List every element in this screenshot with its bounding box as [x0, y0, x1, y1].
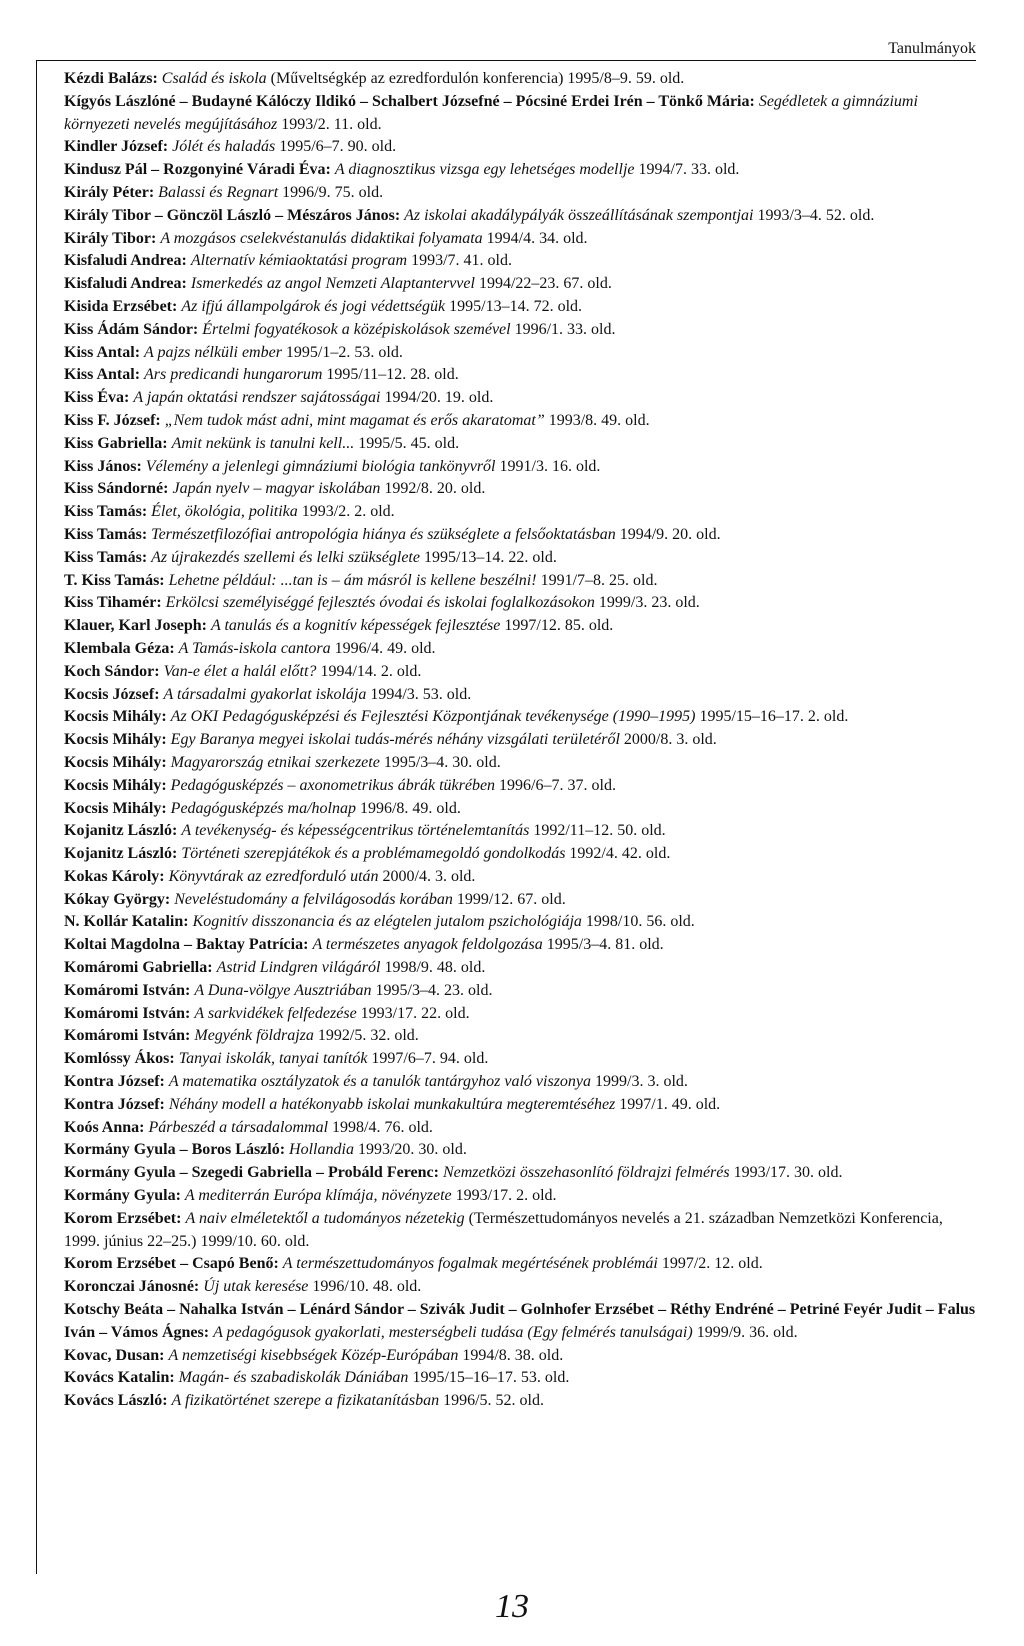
entry-author: Kovac, Dusan:: [64, 1346, 165, 1364]
entry-author: Kiss Tamás:: [64, 525, 148, 543]
entry-citation: 1995/5. 45. old.: [354, 434, 460, 452]
bibliography-entry: [64, 1276, 976, 1299]
entry-citation: 1994/14. 2. old.: [316, 662, 422, 680]
entry-citation: 1997/12. 85. old.: [500, 617, 614, 635]
entry-title: Balassi és Regnart: [158, 183, 279, 201]
entry-author: Kovács László:: [64, 1392, 168, 1410]
entry-title: Tanyai iskolák, tanyai tanítók: [178, 1050, 368, 1068]
entry-author: Kisfaludi Andrea:: [64, 252, 187, 270]
entry-title: Az iskolai akadálypályák összeállításának szempontjai: [404, 206, 754, 224]
entry-title: Könyvtárak az ezredforduló után: [168, 867, 379, 885]
entry-title: Az újrakezdés szellemi és lelki szükséglete: [151, 548, 420, 566]
entry-author: Kiss Tihamér:: [64, 594, 162, 612]
entry-author: Kiss Ádám Sándor:: [64, 320, 199, 338]
entry-author: Kókay György:: [64, 890, 171, 908]
entry-citation: 1996/5. 52. old.: [439, 1392, 544, 1410]
entry-citation: 1998/9. 48. old.: [380, 959, 486, 977]
header-rule: [36, 60, 976, 61]
entry-citation: 1999/12. 67. old.: [452, 890, 566, 908]
entry-title: Segédletek a gimnáziumi környezeti nevelés megújításához: [64, 92, 918, 133]
margin-rule: [36, 60, 37, 1574]
bibliography-entry: [64, 547, 976, 570]
entry-author: Komáromi István:: [64, 981, 191, 999]
entry-title: A mozgásos cselekvéstanulás didaktikai folyamata: [160, 229, 483, 247]
entry-citation: 1996/9. 75. old.: [278, 183, 384, 201]
bibliography-entry: [64, 410, 976, 433]
bibliography-entry: [64, 1367, 976, 1390]
entry-author: Kiss Gabriella:: [64, 434, 168, 452]
bibliography-entry: [64, 1094, 976, 1117]
entry-title: Ars predicandi hungarorum: [144, 366, 323, 384]
entry-title: Párbeszéd a társadalommal: [148, 1118, 329, 1136]
entry-title: Ismerkedés az angol Nemzeti Alaptantervvel: [190, 275, 475, 293]
entry-title: Új utak keresése: [203, 1278, 309, 1296]
entry-title: Jólét és haladás: [172, 138, 276, 156]
entry-citation: 1995/6–7. 90. old.: [275, 138, 397, 156]
bibliography-entry: [64, 456, 976, 479]
entry-citation: 1998/10. 56. old.: [581, 913, 695, 931]
entry-citation: 1995/3–4. 30. old.: [379, 753, 501, 771]
bibliography-entry: [64, 615, 976, 638]
section-header: Tanulmányok: [888, 40, 976, 57]
entry-citation: 1993/17. 2. old.: [451, 1187, 557, 1205]
entry-citation: 1998/4. 76. old.: [328, 1118, 433, 1136]
bibliography-entry: [64, 1003, 976, 1026]
entry-citation: 1999/3. 3. old.: [591, 1073, 688, 1091]
entry-citation: 1992/5. 32. old.: [313, 1027, 419, 1045]
entry-author: Kocsis József:: [64, 685, 160, 703]
entry-title: A nemzetiségi kisebbségek Közép-Európában: [168, 1346, 459, 1364]
bibliography-entry: [64, 1071, 976, 1094]
entry-author: Komáromi Gabriella:: [64, 959, 213, 977]
bibliography-entry: [64, 706, 976, 729]
entry-author: Kocsis Mihály:: [64, 731, 167, 749]
bibliography-entry: [64, 661, 976, 684]
bibliography-entry: [64, 957, 976, 980]
bibliography-entry: [64, 91, 976, 137]
entry-title: A sarkvidékek felfedezése: [194, 1004, 357, 1022]
bibliography-entry: [64, 638, 976, 661]
entry-citation: 1996/1. 33. old.: [510, 320, 616, 338]
bibliography-entry: [64, 1139, 976, 1162]
bibliography-entry: [64, 866, 976, 889]
entry-citation: 1997/2. 12. old.: [657, 1255, 763, 1273]
entry-title: Az OKI Pedagógusképzési és Fejlesztési Központjának tevékenysége (1990–1995): [170, 708, 696, 726]
entry-title: Történeti szerepjátékok és a problémamegoldó gondolkodás: [181, 845, 566, 863]
bibliography-entry: [64, 1048, 976, 1071]
entry-author: Korom Erzsébet – Csapó Benő:: [64, 1255, 279, 1273]
entry-title: Értelmi fogyatékosok a középiskolások szemével: [202, 320, 511, 338]
entry-author: Kiss F. József:: [64, 411, 161, 429]
entry-citation: 1995/13–14. 72. old.: [445, 297, 583, 315]
entry-title: A matematika osztályzatok és a tanulók tantárgyhoz való viszonya: [168, 1073, 592, 1091]
entry-citation: 1993/2. 11. old.: [277, 115, 382, 133]
bibliography-entry: [64, 1345, 976, 1368]
entry-title: A tanulás és a kognitív képességek fejlesztése: [210, 617, 501, 635]
entry-title: Hollandia: [289, 1141, 354, 1159]
entry-title: Pedagógusképzés ma/holnap: [170, 799, 356, 817]
bibliography-entry: [64, 592, 976, 615]
entry-citation: 1991/3. 16. old.: [495, 457, 601, 475]
entry-citation: 1997/6–7. 94. old.: [367, 1050, 489, 1068]
entry-citation: 1991/7–8. 25. old.: [536, 571, 658, 589]
bibliography-entry: [64, 1025, 976, 1048]
entry-author: Korom Erzsébet:: [64, 1209, 182, 1227]
bibliography-entry: [64, 1390, 976, 1413]
entry-title: Alternatív kémiaoktatási program: [190, 252, 408, 270]
entry-author: Kormány Gyula – Szegedi Gabriella – Probáld Ferenc:: [64, 1164, 439, 1182]
entry-title: Lehetne például: ...tan is – ám másról is kellene beszélni!: [168, 571, 537, 589]
entry-author: Kézdi Balázs:: [64, 70, 158, 87]
bibliography-entry: [64, 1208, 976, 1254]
entry-title: Nemzetközi összehasonlító földrajzi felmérés: [442, 1164, 730, 1182]
entry-author: Kokas Károly:: [64, 867, 165, 885]
entry-title: Japán nyelv – magyar iskolában: [172, 480, 381, 498]
entry-title: A diagnosztikus vizsga egy lehetséges modellje: [334, 161, 635, 179]
bibliography-entry: [64, 501, 976, 524]
entry-title: A Duna-völgye Ausztriában: [194, 981, 372, 999]
entry-citation: 1995/13–14. 22. old.: [419, 548, 557, 566]
entry-citation: 1993/3–4. 52. old.: [753, 206, 875, 224]
entry-citation: 1994/7. 33. old.: [634, 161, 740, 179]
page-number: 13: [495, 1588, 529, 1625]
bibliography-entry: [64, 228, 976, 251]
entry-citation: 1993/2. 2. old.: [297, 503, 395, 521]
entry-title: „Nem tudok mást adni, mint magamat és erős akaratomat”: [164, 411, 545, 429]
entry-author: Klembala Géza:: [64, 639, 175, 657]
bibliography-entry: [64, 798, 976, 821]
entry-citation: 1996/6–7. 37. old.: [495, 776, 616, 794]
entry-title: Élet, ökológia, politika: [151, 503, 298, 521]
entry-title: A természetes anyagok feldolgozása: [312, 936, 543, 954]
entry-title: A japán oktatási rendszer sajátosságai: [133, 389, 381, 407]
entry-author: Kocsis Mihály:: [64, 708, 167, 726]
entry-citation: 2000/4. 3. old.: [378, 867, 476, 885]
bibliography-entry: [64, 775, 976, 798]
entry-author: Kindler József:: [64, 138, 169, 156]
bibliography-entry: [64, 68, 976, 91]
entry-author: Kisida Erzsébet:: [64, 297, 178, 315]
entry-citation: 2000/8. 3. old.: [619, 731, 717, 749]
entry-author: Kiss Tamás:: [64, 503, 148, 521]
bibliography-entry: [64, 524, 976, 547]
entry-citation: 1995/15–16–17. 2. old.: [695, 708, 849, 726]
entry-title: Megyénk földrajza: [194, 1027, 314, 1045]
entry-title: A pajzs nélküli ember: [144, 343, 282, 361]
entry-author: Kiss Antal:: [64, 366, 141, 384]
bibliography-entry: [64, 843, 976, 866]
entry-title: Kognitív disszonancia és az elégtelen jutalom pszichológiája: [192, 913, 582, 931]
entry-citation: 1993/7. 41. old.: [407, 252, 512, 270]
entry-citation: 1992/4. 42. old.: [565, 845, 671, 863]
entry-citation: 1992/8. 20. old.: [380, 480, 486, 498]
entry-citation: 1995/15–16–17. 53. old.: [408, 1369, 570, 1387]
entry-author: Kojanitz László:: [64, 845, 178, 863]
entry-citation: 1996/10. 48. old.: [308, 1278, 422, 1296]
entry-author: Király Péter:: [64, 183, 155, 201]
bibliography-entry: [64, 1117, 976, 1140]
entry-citation: 1996/4. 49. old.: [330, 639, 436, 657]
entry-citation: 1995/11–12. 28. old.: [322, 366, 459, 384]
entry-author: Kontra József:: [64, 1073, 165, 1091]
entry-author: Király Tibor – Gönczöl László – Mészáros János:: [64, 206, 401, 224]
entry-citation: 1994/20. 19. old.: [380, 389, 494, 407]
bibliography-entry: [64, 820, 976, 843]
bibliography-entry: [64, 205, 976, 228]
bibliography-entry: [64, 980, 976, 1003]
entry-title: Magyarország etnikai szerkezete: [170, 753, 380, 771]
entry-title: Néhány modell a hatékonyabb iskolai munkakultúra megteremtéséhez: [168, 1095, 616, 1113]
bibliography-entry: [64, 319, 976, 342]
bibliography-entry: [64, 342, 976, 365]
bibliography-entry: [64, 729, 976, 752]
bibliography-entry: [64, 273, 976, 296]
entry-author: Kiss Sándorné:: [64, 480, 169, 498]
entry-citation: 1992/11–12. 50. old.: [529, 822, 666, 840]
entry-author: Kormány Gyula – Boros László:: [64, 1141, 286, 1159]
entry-title: Van-e élet a halál előtt?: [163, 662, 317, 680]
entry-author: N. Kollár Katalin:: [64, 913, 189, 931]
entry-author: Koltai Magdolna – Baktay Patrícia:: [64, 936, 309, 954]
entry-title: Pedagógusképzés – axonometrikus ábrák tükrében: [170, 776, 496, 794]
bibliography-entry: [64, 1185, 976, 1208]
entry-citation: 1996/8. 49. old.: [355, 799, 461, 817]
entry-author: Kígyós Lászlóné – Budayné Kálóczy Ildikó – Schalbert Józsefné – Pócsiné Erdei Irén – Tönkő Mária:: [64, 92, 755, 110]
entry-citation: 1993/20. 30. old.: [353, 1141, 467, 1159]
bibliography-entry: [64, 182, 976, 205]
entry-author: Koós Anna:: [64, 1118, 145, 1136]
entry-title: Neveléstudomány a felvilágosodás korában: [174, 890, 453, 908]
entry-citation: 1993/8. 49. old.: [544, 411, 650, 429]
bibliography-entry: [64, 250, 976, 273]
entry-author: Kindusz Pál – Rozgonyiné Váradi Éva:: [64, 161, 331, 179]
entry-title: A társadalmi gyakorlat iskolája: [163, 685, 367, 703]
entry-citation: 1994/8. 38. old.: [458, 1346, 564, 1364]
entry-author: Kovács Katalin:: [64, 1369, 175, 1387]
entry-author: Klauer, Karl Joseph:: [64, 617, 207, 635]
entry-citation: 1999/3. 23. old.: [594, 594, 700, 612]
entry-author: T. Kiss Tamás:: [64, 571, 165, 589]
entry-citation: 1995/3–4. 23. old.: [371, 981, 493, 999]
bibliography-entry: [64, 478, 976, 501]
entry-author: Kisfaludi Andrea:: [64, 275, 187, 293]
entry-author: Kocsis Mihály:: [64, 799, 167, 817]
entry-author: Kormány Gyula:: [64, 1187, 181, 1205]
entry-title: Az ifjú állampolgárok és jogi védettségük: [181, 297, 446, 315]
bibliography-entry: [64, 1253, 976, 1276]
entry-author: Kiss Éva:: [64, 389, 130, 407]
bibliography-list: [64, 68, 976, 1413]
entry-author: Kocsis Mihály:: [64, 776, 167, 794]
entry-citation: 1995/1–2. 53. old.: [281, 343, 403, 361]
entry-author: Kiss Tamás:: [64, 548, 148, 566]
entry-author: Kontra József:: [64, 1095, 165, 1113]
bibliography-entry: [64, 1162, 976, 1185]
entry-author: Király Tibor:: [64, 229, 157, 247]
entry-citation: 1994/22–23. 67. old.: [474, 275, 612, 293]
entry-citation: 1995/3–4. 81. old.: [542, 936, 664, 954]
entry-author: Kiss János:: [64, 457, 142, 475]
bibliography-entry: [64, 911, 976, 934]
bibliography-entry: [64, 364, 976, 387]
entry-citation: (Műveltségkép az ezredfordulón konferencia) 1995/8–9. 59. old.: [266, 70, 685, 87]
bibliography-entry: [64, 934, 976, 957]
entry-title: Magán- és szabadiskolák Dániában: [178, 1369, 409, 1387]
entry-title: A pedagógusok gyakorlati, mesterségbeli tudása (Egy felmérés tanulságai): [213, 1323, 693, 1341]
bibliography-entry: [64, 296, 976, 319]
entry-author: Kojanitz László:: [64, 822, 178, 840]
entry-author: Komlóssy Ákos:: [64, 1050, 175, 1068]
bibliography-entry: [64, 889, 976, 912]
entry-title: Astrid Lindgren világáról: [216, 959, 381, 977]
entry-title: A naiv elméletektől a tudományos nézetekig: [185, 1209, 465, 1227]
bibliography-entry: [64, 1299, 976, 1345]
entry-citation: 1993/17. 22. old.: [356, 1004, 470, 1022]
entry-title: Erkölcsi személyiséggé fejlesztés óvodai és iskolai foglalkozásokon: [165, 594, 595, 612]
entry-title: Természetfilozófiai antropológia hiánya és szükséglete a felsőoktatásban: [151, 525, 616, 543]
entry-citation: 1994/3. 53. old.: [366, 685, 472, 703]
bibliography-entry: [64, 136, 976, 159]
entry-title: A tevékenység- és képességcentrikus történelemtanítás: [181, 822, 530, 840]
entry-title: Egy Baranya megyei iskolai tudás-mérés néhány vizsgálati területéről: [170, 731, 620, 749]
entry-author: Kotschy Beáta – Nahalka István – Lénárd Sándor – Szivák Judit – Golnhofer Erzsébet – Réthy Endréné – Petriné Feyér Judit – Falus Iván – Vámos Ágnes:: [64, 1301, 976, 1341]
entry-title: Amit nekünk is tanulni kell...: [171, 434, 355, 452]
bibliography-entry: [64, 752, 976, 775]
entry-author: Kocsis Mihály:: [64, 753, 167, 771]
bibliography-entry: [64, 684, 976, 707]
entry-citation: 1994/9. 20. old.: [615, 525, 721, 543]
entry-citation: 1993/17. 30. old.: [729, 1164, 843, 1182]
entry-author: Komáromi István:: [64, 1004, 191, 1022]
bibliography-entry: [64, 387, 976, 410]
entry-title: A természettudományos fogalmak megértésének problémái: [282, 1255, 658, 1273]
bibliography-entry: [64, 159, 976, 182]
entry-title: A mediterrán Európa klímája, növényzete: [184, 1187, 452, 1205]
entry-title: Vélemény a jelenlegi gimnáziumi biológia tankönyvről: [145, 457, 496, 475]
bibliography-entry: [64, 433, 976, 456]
entry-author: Koronczai Jánosné:: [64, 1278, 200, 1296]
bibliography-entry: [64, 570, 976, 593]
entry-author: Komáromi István:: [64, 1027, 191, 1045]
entry-title: Család és iskola: [161, 70, 267, 87]
entry-title: A Tamás-iskola cantora: [178, 639, 331, 657]
entry-title: A fizikatörténet szerepe a fizikatanításban: [171, 1392, 440, 1410]
entry-citation: 1999/9. 36. old.: [692, 1323, 798, 1341]
entry-citation: 1994/4. 34. old.: [482, 229, 588, 247]
entry-citation: (Természettudományos nevelés a 21. században Nemzetközi Konferencia, 1999. június 22–25.) 1999/10. 60. old.: [64, 1209, 943, 1250]
entry-author: Koch Sándor:: [64, 662, 160, 680]
entry-author: Kiss Antal:: [64, 343, 141, 361]
entry-citation: 1997/1. 49. old.: [615, 1095, 721, 1113]
